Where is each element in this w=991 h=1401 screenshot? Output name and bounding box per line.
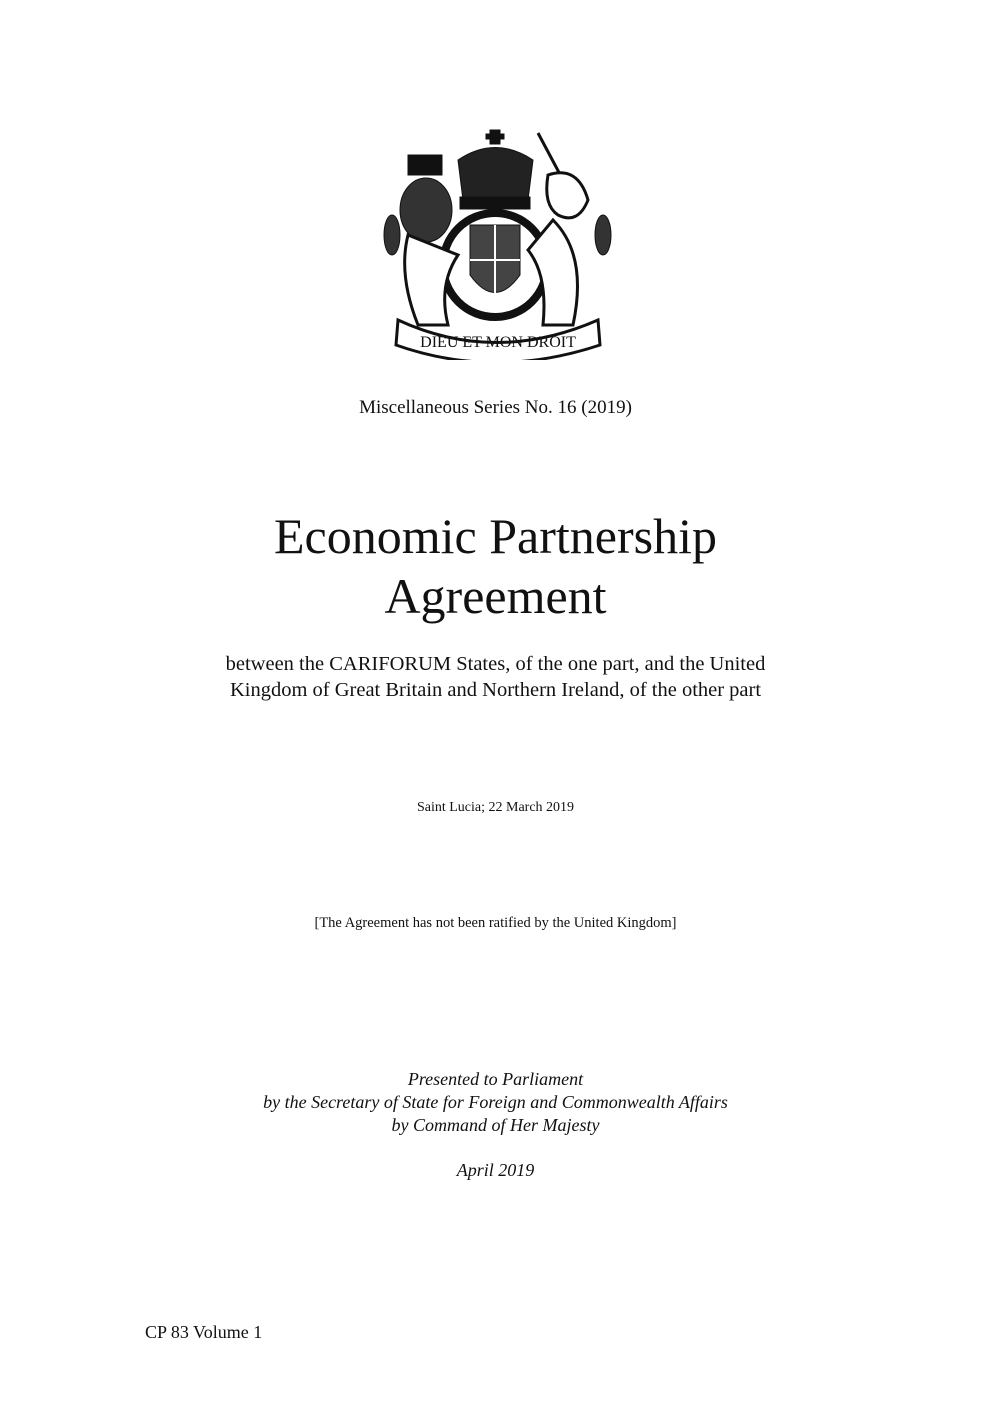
royal-coat-of-arms-icon — [378, 125, 618, 360]
document-title — [0, 506, 991, 626]
presented-line-2: by the Secretary of State for Foreign and Commonwealth Affairs — [263, 1092, 728, 1112]
publication-date: April 2019 — [456, 1160, 535, 1180]
command-paper-number: CP 83 Volume 1 — [145, 1322, 263, 1342]
ratification-note: [The Agreement has not been ratified by the United Kingdom] — [314, 915, 677, 931]
subtitle-line-1: between the CARIFORUM States, of the one part, and the United — [225, 653, 766, 675]
series-number: Miscellaneous Series No. 16 (2019) — [359, 397, 632, 418]
title-line-2: Agreement — [384, 568, 607, 624]
document-subtitle — [0, 651, 991, 703]
presented-line-1: Presented to Parliament — [407, 1069, 584, 1089]
presentation-statement — [0, 1068, 991, 1137]
presented-line-3: by Command of Her Majesty — [391, 1115, 600, 1135]
svg-text:DIEU ET MON DROIT: DIEU ET MON DROIT — [420, 334, 576, 351]
place-and-date: Saint Lucia; 22 March 2019 — [416, 800, 575, 815]
title-line-1: Economic Partnership — [274, 508, 717, 564]
subtitle-line-2: Kingdom of Great Britain and Northern Ireland, of the other part — [229, 679, 762, 701]
